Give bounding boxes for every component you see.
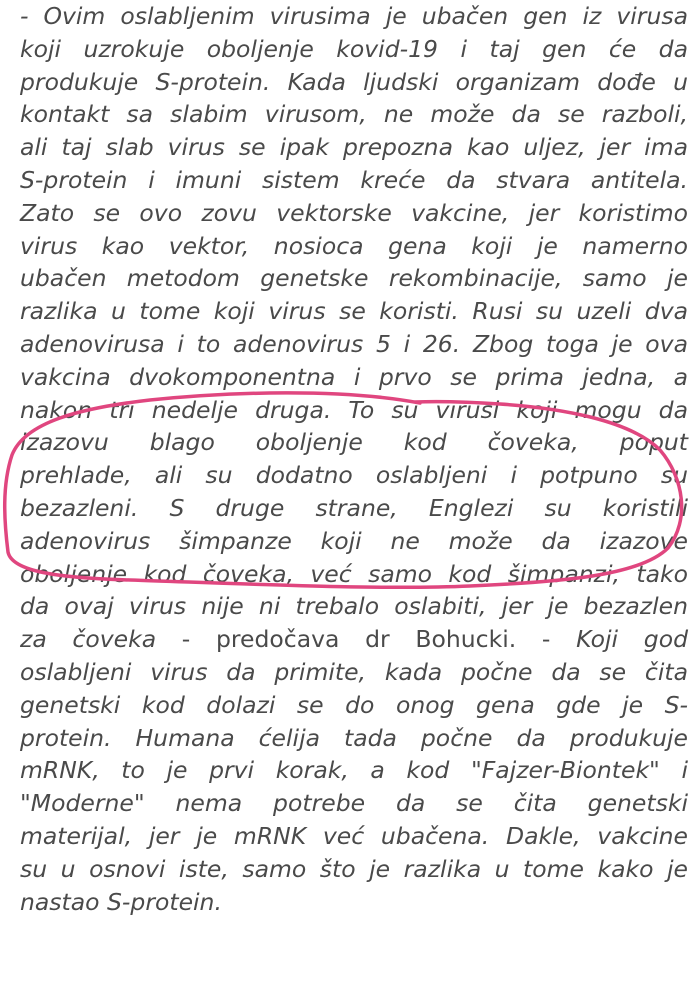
text-line-10: razlika u tome koji virus se koristi. Rusi su uzeli dva [20, 297, 688, 326]
attribution-text: - predočava dr Bohucki. - [156, 625, 577, 654]
text-line-17: adenovirus šimpanze koji ne može da izazove [20, 526, 688, 555]
text-line-24: mRNK, to je prvi korak, a kod "Fajzer-Biontek" i [20, 756, 688, 785]
text-line-23: protein. Humana ćelija tada počne da produkuje [20, 723, 688, 752]
text-line-25: "Moderne" nema potrebe da se čita genetski [20, 789, 688, 818]
text-line-19: da ovaj virus nije ni trebalo oslabiti, jer je bezazlen [20, 592, 688, 621]
text-line-7: Zato se ovo zovu vektorske vakcine, jer koristimo [20, 198, 688, 227]
text-line-15: prehlade, ali su dodatno oslabljeni i potpuno su [20, 461, 688, 490]
text-line-16: bezazleni. S druge strane, Englezi su koristili [20, 493, 688, 522]
text-line-2: koji uzrokuje oboljenje kovid-19 i taj gen će da [20, 34, 688, 63]
text-line-20 [20, 623, 688, 656]
text-line-26: materijal, jer je mRNK već ubačena. Dakle, vakcine [20, 821, 688, 850]
text-line-1: - Ovim oslabljenim virusima je ubačen gen iz virusa [20, 2, 688, 30]
text-line-3: produkuje S-protein. Kada ljudski organizam dođe u [20, 67, 688, 96]
text-line-28: nastao S-protein. [20, 887, 222, 916]
article-body [20, 0, 688, 918]
text-line-8: virus kao vektor, nosioca gena koji je namerno [20, 231, 688, 260]
text-line-20-italic-end: Koji god [576, 625, 688, 654]
text-line-9: ubačen metodom genetske rekombinacije, samo je [20, 264, 688, 293]
text-line-20-italic: za čoveka [20, 625, 157, 654]
text-line-22: genetski kod dolazi se do onog gena gde je S- [20, 690, 688, 719]
text-line-5: ali taj slab virus se ipak prepozna kao uljez, jer ima [20, 133, 688, 162]
text-line-13: nakon tri nedelje druga. To su virusi koji mogu da [20, 395, 688, 424]
text-line-4: kontakt sa slabim virusom, ne može da se razboli, [20, 100, 688, 129]
text-line-18: oboljenje kod čoveka, već samo kod šimpanzi, tako [20, 559, 688, 588]
text-line-6: S-protein i imuni sistem kreće da stvara antitela. [20, 165, 688, 194]
text-line-27: su u osnovi iste, samo što je razlika u tome kako je [20, 854, 688, 883]
text-line-11: adenovirusa i to adenovirus 5 i 26. Zbog toga je ova [20, 329, 688, 358]
text-line-14: izazovu blago oboljenje kod čoveka, poput [20, 428, 688, 457]
text-line-12: vakcina dvokomponentna i prvo se prima jedna, a [20, 362, 688, 391]
text-line-21: oslabljeni virus da primite, kada počne da se čita [20, 657, 688, 686]
